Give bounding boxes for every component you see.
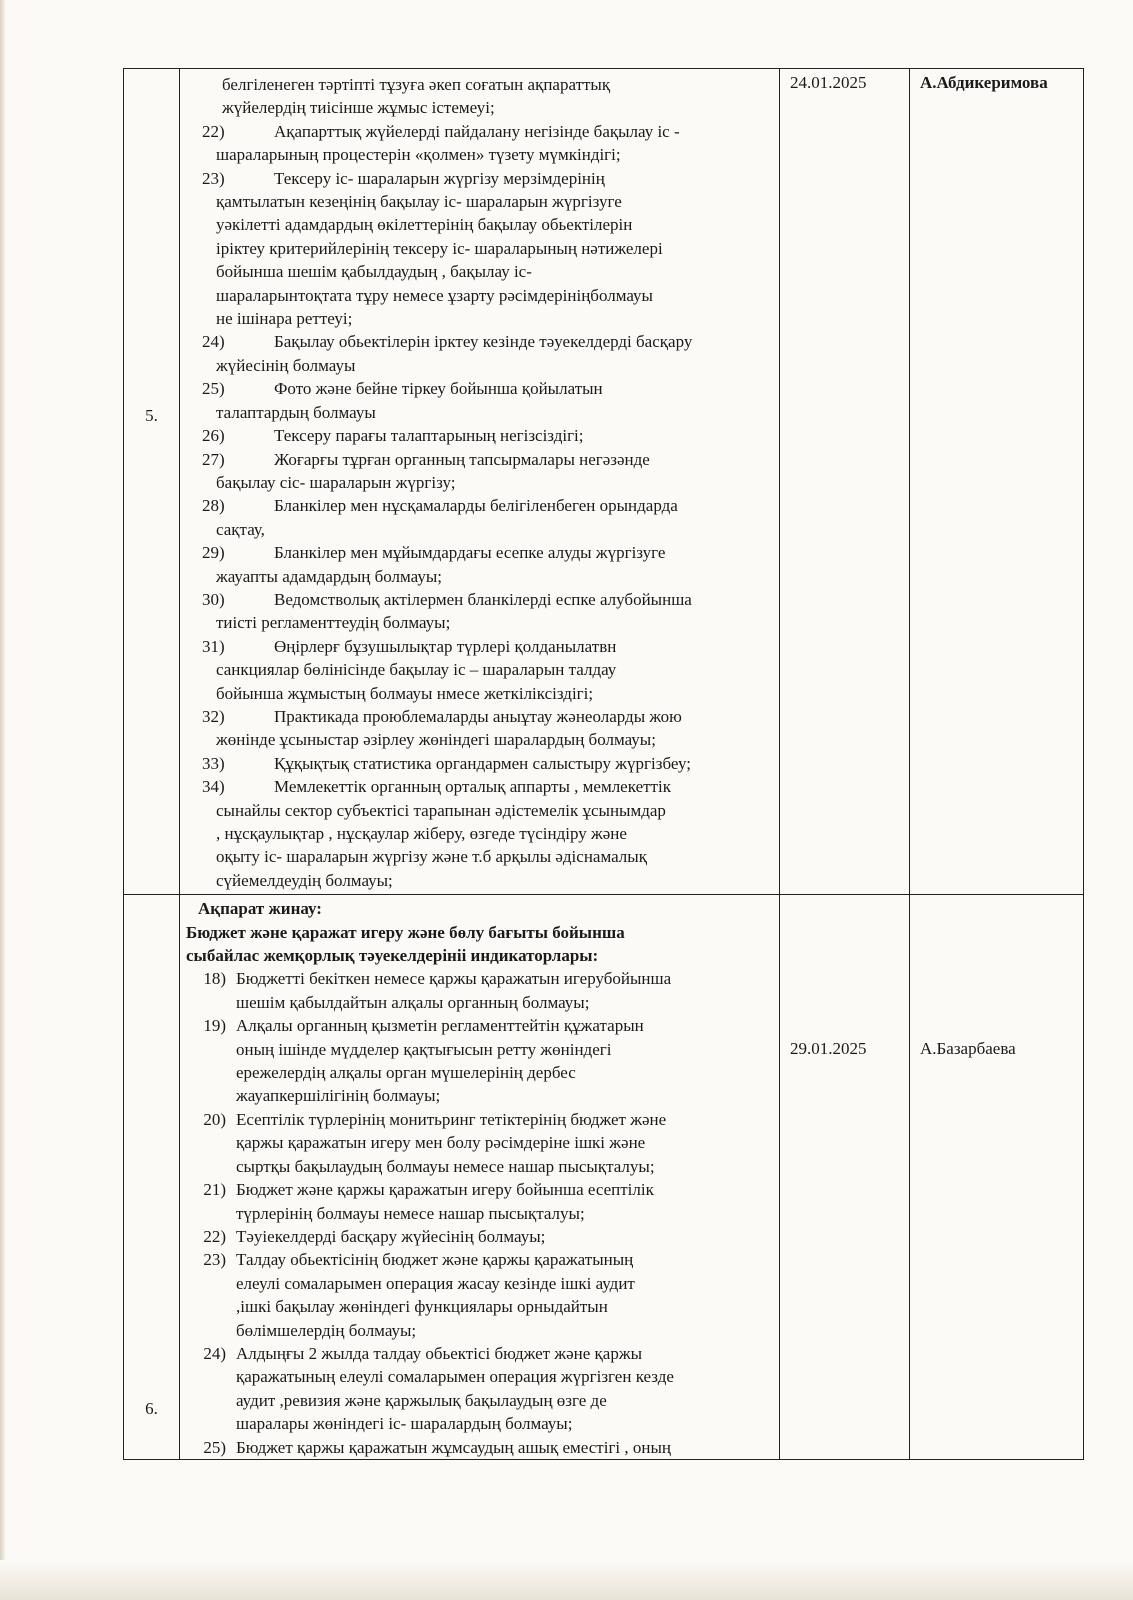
row-number: 5. [145, 406, 158, 426]
item-line: санкциялар бөлінісінде бақылау іс – шараларын талдау [216, 660, 617, 680]
list-item [186, 424, 773, 447]
item-line: сақтау, [216, 519, 265, 539]
item-number: 26) [202, 426, 225, 446]
item-line: жауапты адамдардың болмауы; [216, 566, 442, 586]
item-line: бойынша шешім қабылдаудың , бақылау іс- [216, 262, 532, 282]
list-item [186, 1342, 773, 1436]
item-line: елеулі сомаларымен операция жасау кезінде ішкі аудит [236, 1273, 635, 1293]
list-item [186, 494, 773, 541]
section-heading: Ақпарат жинау: [198, 899, 322, 919]
item-text [236, 1014, 773, 1108]
item-text [216, 330, 773, 377]
item-line: бойынша жұмыстың болмауы нмесе жеткіліксіздігі; [216, 683, 594, 703]
item-line: Практикада проюблемаларды аныұтау жәнеоларды жою [274, 706, 682, 726]
intro-line: жүйелердің тиісінше жұмыс істемеуі; [222, 98, 495, 118]
item-line: сынайлы сектор субъектісі тарапынан әдістемелік ұсынымдар [216, 800, 666, 820]
item-line: Бюджетті бекіткен немесе қаржы қаражатын игерубойынша [236, 969, 672, 989]
item-line: шешім қабылдайтын алқалы органның болмауы; [236, 992, 590, 1012]
item-line: іріктеу критерийлерінің тексеру іс- шараларының нәтижелері [216, 238, 663, 258]
item-line: Құқықтық статистика органдармен салыстыру жүргізбеу; [274, 753, 692, 773]
item-line: уәкілетті адамдардың өкілеттерінің бақылау обьектілерін [216, 215, 633, 235]
page-edge [0, 0, 6, 1600]
item-line: Алдыңғы 2 жылда талдау обьектісі бюджет және қаржы [236, 1343, 643, 1363]
section-subheading: сыбайлас жемқорлық тәуекелдерініі индикаторлары: [186, 946, 599, 966]
item-text [254, 424, 773, 447]
table-row [124, 69, 1084, 895]
intro-line: белгіленеген тәртіпті тұзуға әкеп соғатын ақпараттық [222, 75, 611, 94]
item-line: Ақапарттық жүйелерді пайдалану негізінде бақылау іс - [274, 121, 680, 141]
item-number: 25) [202, 379, 225, 399]
item-line: Талдау обьектісінің бюджет және қаржы қаражатының [236, 1250, 634, 1270]
item-line: жүйесінің болмауы [216, 355, 356, 375]
content-cell [180, 69, 780, 895]
date-cell: 29.01.2025 [780, 895, 910, 1460]
item-line: Мемлекеттік органның орталық аппарты , мемлекеттік [274, 777, 671, 797]
item-text [216, 635, 773, 705]
list-item [186, 167, 773, 331]
list-item [186, 588, 773, 635]
item-number: 19) [203, 1016, 226, 1036]
item-line: Фото және бейне тіркеу бойынша қойылатын [274, 379, 603, 399]
list-item [186, 1178, 773, 1225]
item-line: сыртқы бақылаудың болмауы немесе нашар пысықталуы; [236, 1156, 655, 1176]
document-table [123, 68, 1084, 1460]
list-item [186, 967, 773, 1014]
item-line: Тәуіекелдерді басқару жүйесінің болмауы; [236, 1226, 546, 1246]
item-number: 29) [202, 543, 225, 563]
list-item [186, 120, 773, 167]
item-text [216, 494, 773, 541]
item-number: 23) [203, 1250, 226, 1270]
item-line: Ведомстволық актілермен бланкілерді еспке алубойынша [274, 589, 692, 609]
item-line: ,ішкі бақылау жөніндегі функциялары орныдайтын [236, 1297, 608, 1317]
item-number: 25) [203, 1437, 226, 1457]
item-line: аудит ,ревизия және қаржылық бақылаудың өзге де [236, 1390, 607, 1410]
item-text [216, 588, 773, 635]
list-item [186, 775, 773, 892]
item-line: , нұсқаулықтар , нұсқаулар жіберу, өзгеде түсіндіру және [216, 824, 627, 843]
item-text [216, 120, 773, 167]
item-line: Бақылау обьектілерін ірктеу кезінде тәуекелдерді басқару [274, 332, 693, 352]
item-line: тиісті регламенттеудің болмауы; [216, 613, 451, 633]
item-line: Бланкілер мен нұсқамаларды белігіленбеген орындарда [274, 496, 678, 516]
item-text [236, 1108, 773, 1178]
list-item [186, 705, 773, 752]
item-line: ережелердің алқалы орган мүшелерінің дербес [236, 1063, 576, 1083]
item-text [254, 752, 773, 775]
item-number: 34) [202, 777, 225, 797]
item-line: талаптардың болмауы [216, 402, 376, 422]
list-item [186, 1436, 773, 1459]
item-line: Есептілік түрлерінің монитьринг тетіктерінің бюджет және [236, 1109, 667, 1129]
item-text [236, 1248, 773, 1342]
item-text [236, 1342, 773, 1436]
row-number-cell [124, 895, 180, 1460]
item-line: Бюджет және қаржы қаражатын игеру бойынша есептілік [236, 1180, 654, 1200]
item-line: бөлімшелердің болмауы; [236, 1320, 417, 1340]
item-line: не ішінара реттеуі; [216, 309, 353, 329]
item-number: 24) [203, 1343, 226, 1363]
item-text [236, 1178, 773, 1225]
item-line: Тексеру іс- шараларын жүргізу мерзімдерінің [274, 168, 605, 188]
item-number: 28) [202, 496, 225, 516]
list-item [186, 1248, 773, 1342]
row-number-cell [124, 69, 180, 895]
item-number: 20) [203, 1109, 226, 1129]
list-item [186, 752, 773, 775]
content-cell [180, 895, 780, 1460]
item-number: 30) [202, 589, 225, 609]
item-line: қамтылатын кезеңінің бақылау іс- шараларын жүргізуге [216, 192, 622, 212]
item-line: жауапкершілігінің болмауы; [236, 1086, 441, 1106]
list-item [186, 635, 773, 705]
item-line: Жоғарғы тұрған органның тапсырмалары негәзәнде [274, 449, 650, 469]
list-item [186, 448, 773, 495]
list-item [186, 1225, 773, 1248]
section-subheading: Бюджет және қаражат игеру және бөлу бағыты бойынша [186, 922, 625, 942]
list-item [186, 541, 773, 588]
item-line: түрлерінің болмауы немесе нашар пысықталуы; [236, 1203, 585, 1223]
list-item [186, 377, 773, 424]
item-text [216, 448, 773, 495]
row-number: 6. [145, 1398, 158, 1418]
responsible-person-cell: А.Базарбаева [910, 895, 1084, 1460]
item-number: 32) [202, 706, 225, 726]
item-number: 21) [203, 1180, 226, 1200]
list-item [186, 330, 773, 377]
item-line: шараларының процестерін «қолмен» түзету мүмкіндігі; [216, 145, 621, 165]
item-line: оқыту іс- шараларын жүргізу және т.б арқылы әдіснамалық [216, 847, 647, 867]
item-number: 22) [203, 1226, 226, 1246]
item-line: шаралары жөніндегі іс- шаралардың болмауы; [236, 1414, 573, 1434]
item-text [216, 167, 773, 331]
item-line: Тексеру парағы талаптарының негізсіздігі; [274, 426, 584, 446]
table-row [124, 895, 1084, 1460]
date-cell: 24.01.2025 [780, 69, 910, 895]
item-number: 22) [202, 121, 225, 141]
list-item [186, 1014, 773, 1108]
item-line: бақылау сіс- шараларын жүргізу; [216, 472, 456, 492]
item-text [216, 377, 773, 424]
item-number: 33) [202, 753, 225, 773]
item-line: оның ішінде мүдделер қақтығысын ретту жөніндегі [236, 1039, 612, 1059]
item-line: жөнінде ұсыныстар әзірлеу жөніндегі шаралардың болмауы; [216, 730, 656, 750]
item-text [236, 1436, 773, 1459]
item-text [236, 967, 773, 1014]
item-number: 18) [203, 969, 226, 989]
item-line: Алқалы органның қызметін регламенттейтін құжатарын [236, 1016, 644, 1036]
item-number: 31) [202, 636, 225, 656]
item-line: қаржы қаражатын игеру мен болу рәсімдеріне ішкі және [236, 1133, 646, 1153]
item-line: Бюджет қаржы қаражатын жұмсаудың ашық еместігі , оның [236, 1437, 672, 1457]
item-text [216, 705, 773, 752]
item-text [216, 541, 773, 588]
responsible-person-cell: А.Абдикеримова [910, 69, 1084, 895]
item-number: 27) [202, 449, 225, 469]
item-number: 23) [202, 168, 225, 188]
page-bottom-shadow [0, 1560, 1133, 1600]
item-line: Өңірлерғ бұзушылықтар түрлері қолданылатвн [274, 636, 617, 656]
item-text [216, 775, 773, 892]
item-number: 24) [202, 332, 225, 352]
item-line: қаражатының елеулі сомаларымен операция жүргізген кезде [236, 1367, 674, 1387]
item-line: Бланкілер мен мұйымдардағы есепке алуды жүргізуге [274, 543, 666, 563]
item-line: шараларынтоқтата тұру немесе ұзарту рәсімдерініңболмауы [216, 285, 653, 305]
list-item [186, 1108, 773, 1178]
item-text [236, 1225, 773, 1248]
item-line: сүйемелдеудің болмауы; [216, 870, 393, 890]
